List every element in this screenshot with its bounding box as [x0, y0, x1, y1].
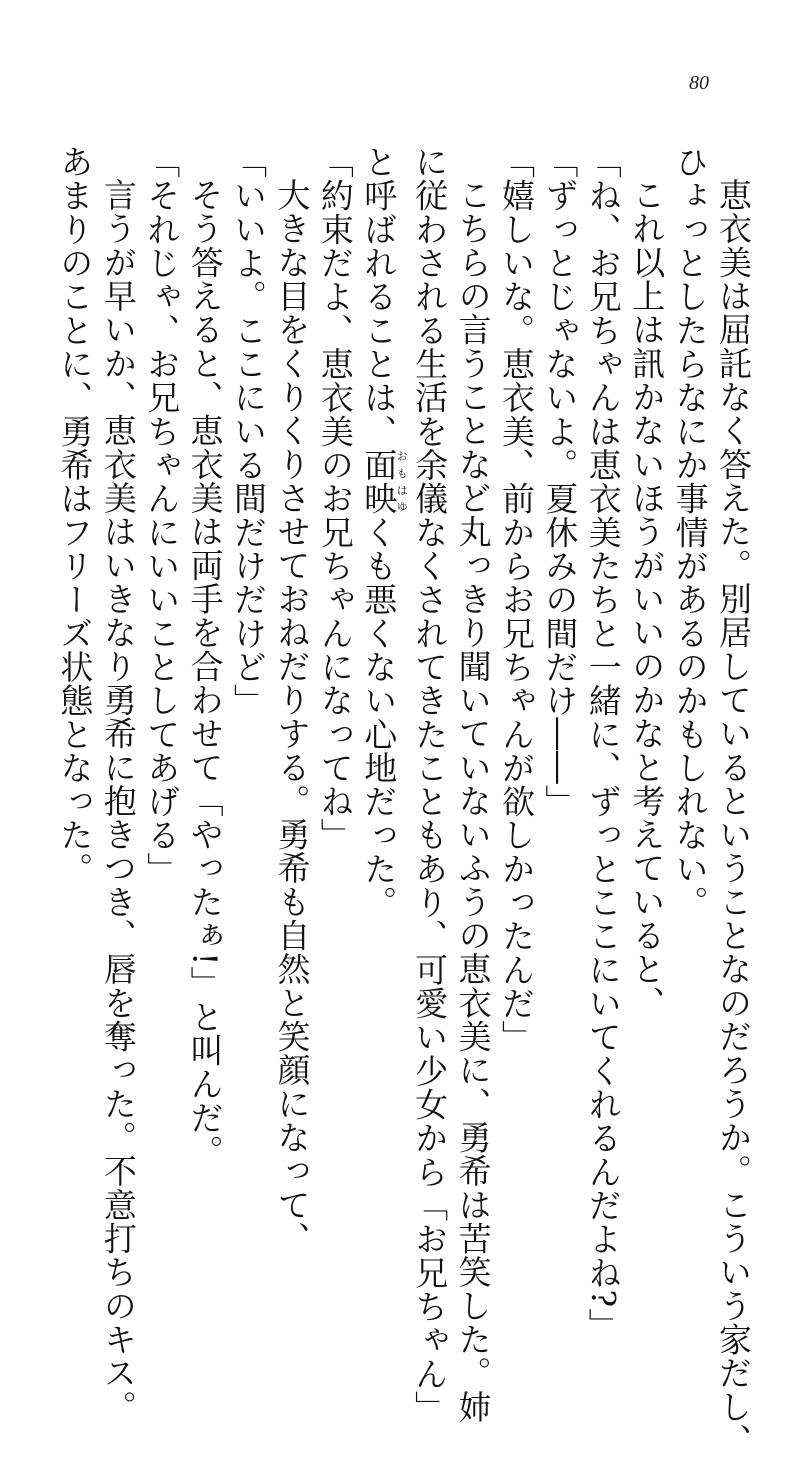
text-line-with-ruby — [357, 145, 408, 1145]
text-line: 「嬉しいな。恵衣美、前からお兄ちゃんが欲しかったんだ」 — [496, 145, 536, 1054]
text-line: あまりのことに、勇希はフリーズ状態となった。 — [55, 145, 95, 886]
text-line: 言うが早いか、恵衣美はいきなり勇希に抱きつき、唇を奪った。不意打ちのキス。 — [98, 178, 138, 1424]
ruby-reading: おもはゆ — [395, 447, 409, 516]
text-line: 「ね、お兄ちゃんは恵衣美たちと一緒に、ずっとここにいてくれるんだよね?」 — [583, 145, 623, 1342]
text-line: 「それじゃ、お兄ちゃんにいいことしてあげる」 — [142, 145, 182, 886]
text-line: そう答えると、恵衣美は両手を合わせて「やったぁ!」と叫んだ。 — [185, 178, 225, 1169]
text-line: これ以上は訊かないほうがいいのかなと考えていると、 — [627, 178, 667, 1020]
text-line: 「約束だよ、恵衣美のお兄ちゃんになってね」 — [315, 145, 355, 852]
ruby-base: 面映 — [359, 447, 399, 516]
vertical-text-body — [55, 145, 755, 1457]
text-segment: くも悪くない心地だった。 — [359, 515, 399, 920]
text-line: 「いいよ。ここにいる間だけだけど」 — [229, 145, 269, 718]
page-number: 80 — [689, 72, 709, 94]
text-line: 「ずっとじゃないよ。夏休みの間だけ――」 — [540, 145, 580, 819]
text-line: 恵衣美は屈託なく答えた。別居しているということなのだろうか。こういう家だし、 — [714, 178, 753, 1457]
text-line: こちらの言うことなど丸っきり聞いていないふうの恵衣美に、勇希は苦笑した。姉 — [453, 178, 493, 1424]
ruby-annotation — [359, 447, 409, 516]
text-segment: と呼ばれることは、 — [359, 145, 399, 448]
text-line: ひょっとしたらなにか事情があるのかもしれない。 — [670, 145, 710, 920]
text-line: に従わされる生活を余儀なくされてきたこともあり、可愛い少女から「お兄ちゃん」 — [410, 145, 450, 1425]
text-line: 大きな目をくりくりさせておねだりする。勇希も自然と笑顔になって、 — [272, 178, 312, 1256]
